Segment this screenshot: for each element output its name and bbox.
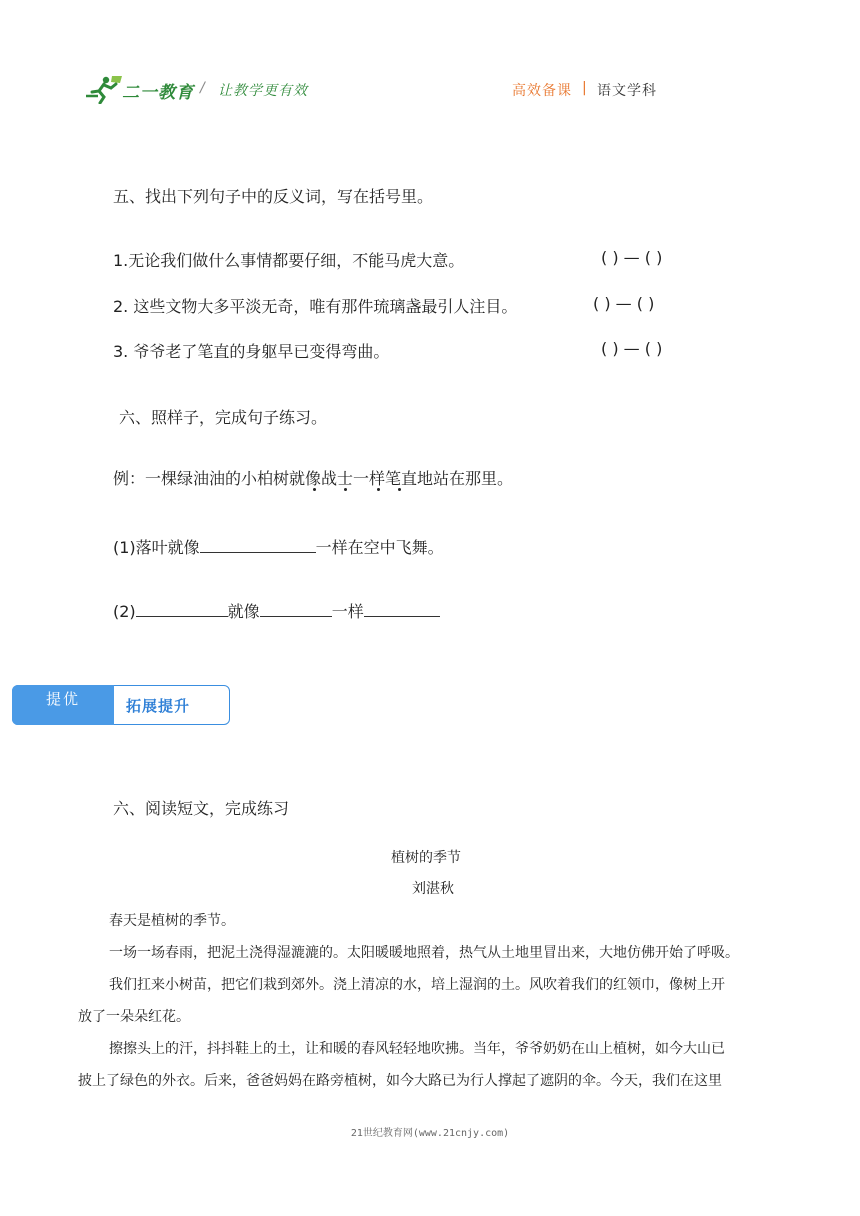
logo-text: 二一教育 [122,83,194,103]
article-title: 植树的季节 [391,850,461,866]
reading-title: 六、阅读短文，完成练习 [113,799,290,818]
header-separator: | [582,80,587,96]
exercise-1-prefix: (1)落叶就像 [113,538,200,557]
emphasis-dot [377,488,380,491]
article-line: 春天是植树的季节。 [109,913,235,929]
section6-exercise-1 [113,535,444,558]
exercise-1-blank[interactable] [200,537,316,553]
exercise-2-prefix: (2) [113,602,136,621]
section5-answer-2[interactable]: ( ) — ( ) [593,294,655,313]
article-author: 刘湛秋 [412,881,454,897]
article-line: 我们扛来小树苗，把它们栽到郊外。浇上清凉的水，培上湿润的土。风吹着我们的红领巾，像树上开 [109,977,725,993]
exercise-2-mid: 就像 [227,602,260,621]
exercise-2-blank-2[interactable] [260,601,332,617]
section6-example: 例：一棵绿油油的小柏树就像战士一样笔直地站在那里。 [113,469,514,488]
section5-item-1: 1.无论我们做什么事情都要仔细，不能马虎大意。 [113,251,465,270]
section6-exercise-2 [113,599,440,622]
section5-title: 五、找出下列句子中的反义词，写在括号里。 [113,187,434,206]
exercise-2-tail: 一样 [331,602,364,621]
logo-slash: / [200,80,205,96]
emphasis-dot [313,488,316,491]
running-man-logo-icon [84,74,124,104]
header-subject: 语文学科 [597,83,657,99]
banner-title: 拓展提升 [126,697,191,715]
emphasis-dot [398,488,401,491]
article-line: 披上了绿色的外衣。后来，爸爸妈妈在路旁植树，如今大路已为行人撑起了遮阴的伞。今天，我们在这里 [78,1073,722,1089]
page-footer: 21世纪教育网(www.21cnjy.com) [350,1128,510,1139]
article-line: 擦擦头上的汗，抖抖鞋上的土，让和暖的春风轻轻地吹拂。当年，爷爷奶奶在山上植树，如今大山已 [109,1041,725,1057]
exercise-2-blank-1[interactable] [136,601,228,617]
article-line: 放了一朵朵红花。 [78,1009,190,1025]
section5-item-2: 2. 这些文物大多平淡无奇，唯有那件琉璃盏最引人注目。 [113,297,518,316]
section6-title: 六、照样子，完成句子练习。 [119,408,328,427]
exercise-1-suffix: 一样在空中飞舞。 [315,538,444,557]
header-section: 高效备课 [512,83,572,99]
section5-answer-3[interactable]: ( ) — ( ) [601,339,663,358]
logo-slogan: 让教学更有效 [218,83,308,99]
emphasis-dot [344,488,347,491]
section5-answer-1[interactable]: ( ) — ( ) [601,248,663,267]
section5-item-3: 3. 爷爷老了笔直的身躯早已变得弯曲。 [113,342,390,361]
article-line: 一场一场春雨，把泥土浇得湿漉漉的。太阳暖暖地照着，热气从土地里冒出来，大地仿佛开始了呼吸。 [109,945,739,961]
exercise-2-blank-3[interactable] [364,601,440,617]
banner-tab-label: 提优 [46,690,81,708]
